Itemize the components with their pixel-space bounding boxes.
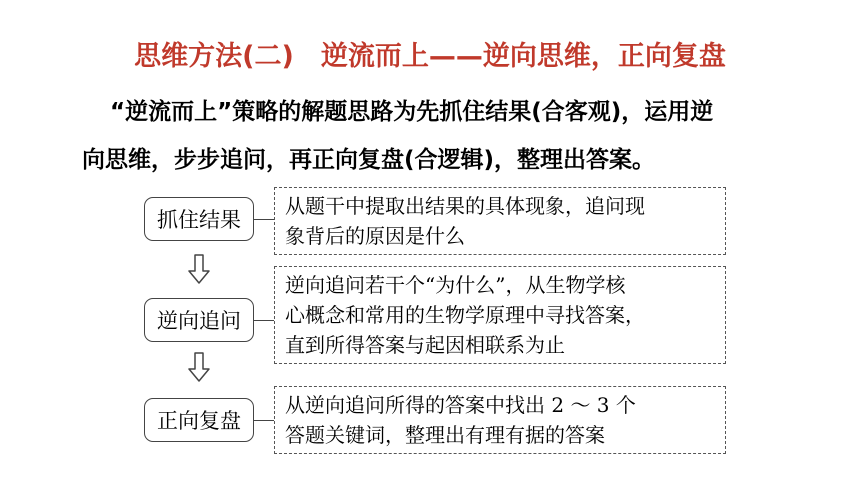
- hollow-down-arrow-icon: [188, 254, 210, 284]
- step-connector: [254, 320, 274, 321]
- page-title: 思维方法(二) 逆流而上——逆向思维，正向复盘: [134, 41, 726, 72]
- step-description-forward-review: [274, 386, 726, 454]
- step-box-reverse-inquiry: 逆向追问: [144, 298, 254, 342]
- step-box-grasp-result: 抓住结果: [144, 197, 254, 241]
- description-line: 答题关键词，整理出有理有据的答案: [285, 423, 605, 447]
- description-line: 逆向追问若干个“为什么”，从生物学核: [285, 273, 626, 297]
- intro-line-1: “逆流而上”策略的解题思路为先抓住结果(合客观)，运用逆: [110, 99, 714, 125]
- step-connector: [254, 420, 274, 421]
- step-description-reverse-inquiry: [274, 266, 726, 364]
- description-line: 心概念和常用的生物学原理中寻找答案，: [285, 303, 645, 327]
- step-box-forward-review: 正向复盘: [144, 398, 254, 442]
- description-line: 从题干中提取出结果的具体现象，追问现: [285, 194, 645, 218]
- step-connector: [254, 219, 274, 220]
- step-description-grasp-result: [274, 187, 726, 255]
- hollow-down-arrow-icon: [188, 352, 210, 382]
- description-line: 从逆向追问所得的答案中找出 2 ～ 3 个: [285, 393, 636, 417]
- description-line: 象背后的原因是什么: [285, 224, 465, 248]
- intro-line-2: 向思维，步步追问，再正向复盘(合逻辑)，整理出答案。: [82, 147, 656, 173]
- description-line: 直到所得答案与起因相联系为止: [285, 333, 565, 357]
